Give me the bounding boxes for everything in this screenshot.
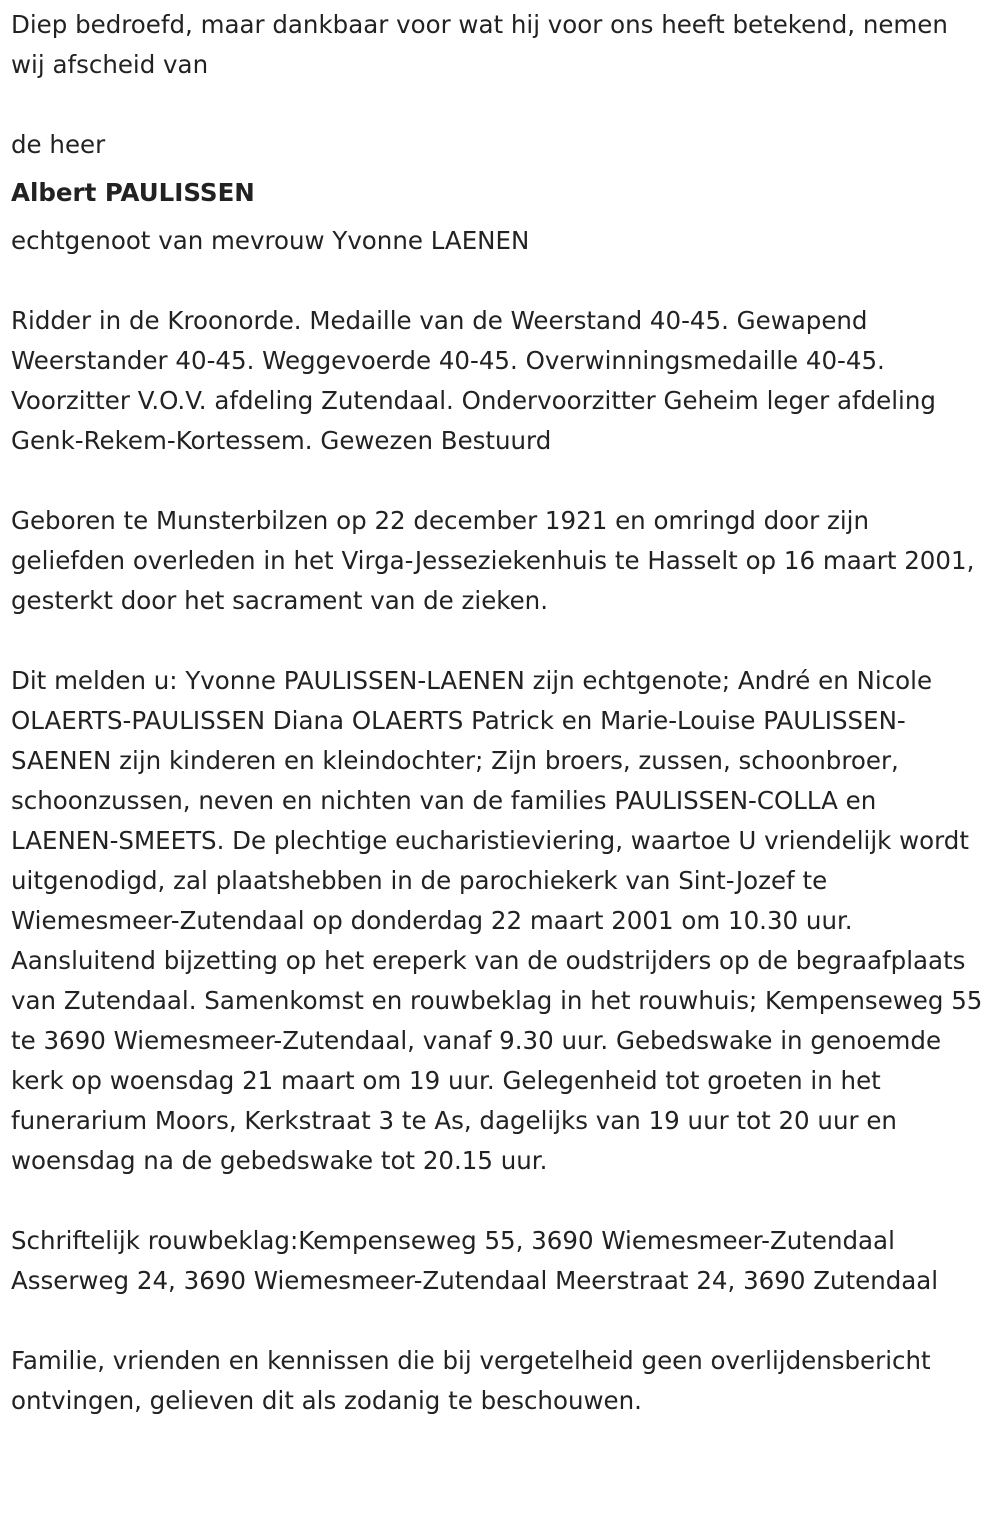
salutation: de heer bbox=[11, 130, 106, 159]
birth-death-paragraph: Geboren te Munsterbilzen op 22 december 1921 en omringd door zijn geliefden overleden in het Virga-Jesseziekenhuis te Hasselt op 16 maart 2001, gesterkt door het sacrament van de zieken. bbox=[11, 506, 975, 615]
announcement-paragraph: Dit melden u: Yvonne PAULISSEN-LAENEN zijn echtgenote; André en Nicole OLAERTS-PAULISSEN Diana OLAERTS Patrick en Marie-Louise PAULISSEN-SAENEN zijn kinderen en kleindochter; Zijn broers, zussen, schoonbroer, schoonzussen, neven en nichten van de families PAULISSEN-COLLA en LAENEN-SMEETS. De plechtige eucharistieviering, waartoe U vriendelijk wordt uitgenodigd, zal plaatshebben in de parochiekerk van Sint-Jozef te Wiemesmeer-Zutendaal op donderdag 22 maart 2001 om 10.30 uur. Aansluitend bijzetting op het ereperk van de oudstrijders op de begraafplaats van Zutendaal. Samenkomst en rouwbeklag in het rouwhuis; Kempenseweg 55 te 3690 Wiemesmeer-Zutendaal, vanaf 9.30 uur. Gebedswake in genoemde kerk op woensdag 21 maart om 19 uur. Gelegenheid tot groeten in het funerarium Moors, Kerkstraat 3 te As, dagelijks van 19 uur tot 20 uur en woensdag na de gebedswake tot 20.15 uur. bbox=[11, 666, 983, 1175]
written-condolences-paragraph: Schriftelijk rouwbeklag:Kempenseweg 55, 3690 Wiemesmeer-Zutendaal Asserweg 24, 3690 Wiemesmeer-Zutendaal Meerstraat 24, 3690 Zutendaal bbox=[11, 1226, 939, 1295]
obituary-notice bbox=[11, 5, 986, 1421]
honours-paragraph: Ridder in de Kroonorde. Medaille van de Weerstand 40-45. Gewapend Weerstander 40-45. Weggevoerde 40-45. Overwinningsmedaille 40-45. Voorzitter V.O.V. afdeling Zutendaal. Ondervoorzitter Geheim leger afdeling Genk-Rekem-Kortessem. Gewezen Bestuurd bbox=[11, 306, 936, 455]
deceased-name: Albert PAULISSEN bbox=[11, 178, 255, 207]
spouse-line: echtgenoot van mevrouw Yvonne LAENEN bbox=[11, 226, 530, 255]
closing-paragraph: Familie, vrienden en kennissen die bij vergetelheid geen overlijdensbericht ontvingen, gelieven dit als zodanig te beschouwen. bbox=[11, 1346, 931, 1415]
intro-text: Diep bedroefd, maar dankbaar voor wat hij voor ons heeft betekend, nemen wij afscheid van bbox=[11, 10, 948, 79]
